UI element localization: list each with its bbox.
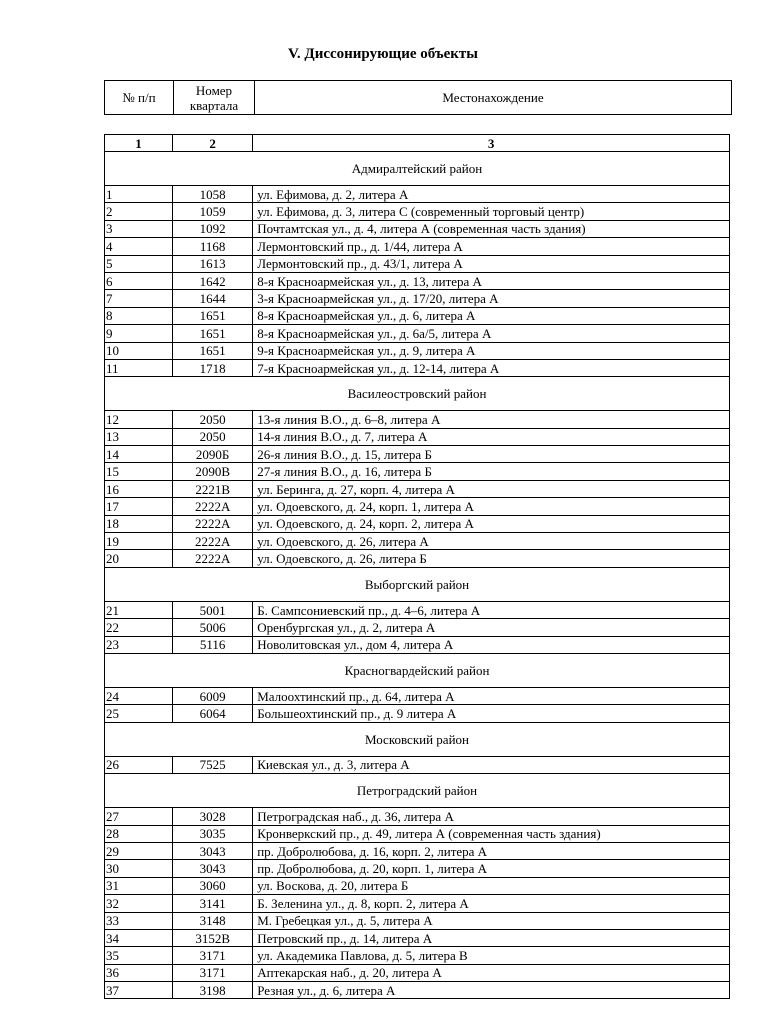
- row-number: 15: [105, 463, 173, 480]
- location: 8-я Красноармейская ул., д. 6, литера А: [253, 307, 730, 324]
- location: 14-я линия В.О., д. 7, литера А: [253, 428, 730, 445]
- location: 8-я Красноармейская ул., д. 13, литера А: [253, 272, 730, 289]
- table-row: [105, 307, 730, 324]
- header-col-number: № п/п: [105, 81, 174, 115]
- quarter-number: 7525: [173, 756, 253, 773]
- row-number: 2: [105, 203, 173, 220]
- quarter-number: 2222А: [173, 498, 253, 515]
- row-number: 3: [105, 220, 173, 237]
- location: М. Гребецкая ул., д. 5, литера А: [253, 912, 730, 929]
- quarter-number: 3148: [173, 912, 253, 929]
- quarter-number: 3198: [173, 982, 253, 999]
- location: ул. Воскова, д. 20, литера Б: [253, 877, 730, 894]
- table-row: [105, 929, 730, 946]
- table-row: [105, 411, 730, 428]
- location: Лермонтовский пр., д. 1/44, литера А: [253, 238, 730, 255]
- objects-table: [104, 134, 730, 999]
- quarter-number: 2222А: [173, 550, 253, 567]
- location: Новолитовская ул., дом 4, литера А: [253, 636, 730, 653]
- location: Почтамтская ул., д. 4, литера А (современная часть здания): [253, 220, 730, 237]
- row-number: 13: [105, 428, 173, 445]
- row-number: 24: [105, 687, 173, 704]
- row-number: 7: [105, 290, 173, 307]
- row-number: 27: [105, 808, 173, 825]
- location: ул. Академика Павлова, д. 5, литера В: [253, 947, 730, 964]
- table-row: [105, 687, 730, 704]
- location: Аптекарская наб., д. 20, литера А: [253, 964, 730, 981]
- row-number: 36: [105, 964, 173, 981]
- table-row: [105, 533, 730, 550]
- table-row: [105, 619, 730, 636]
- quarter-number: 3152В: [173, 929, 253, 946]
- table-row: [105, 446, 730, 463]
- table-row: [105, 825, 730, 842]
- row-number: 37: [105, 982, 173, 999]
- location: Оренбургская ул., д. 2, литера А: [253, 619, 730, 636]
- quarter-number: 5116: [173, 636, 253, 653]
- row-number: 9: [105, 325, 173, 342]
- table-row: [105, 705, 730, 722]
- row-number: 19: [105, 533, 173, 550]
- table-row: [105, 912, 730, 929]
- location: Малоохтинский пр., д. 64, литера А: [253, 687, 730, 704]
- location: Киевская ул., д. 3, литера А: [253, 756, 730, 773]
- table-row: [105, 636, 730, 653]
- quarter-number: 2090В: [173, 463, 253, 480]
- location: Петроградская наб., д. 36, литера А: [253, 808, 730, 825]
- table-row: [105, 895, 730, 912]
- header-row: [105, 81, 732, 115]
- district-name: Адмиралтейский район: [105, 152, 730, 186]
- quarter-number: 1613: [173, 255, 253, 272]
- table-row: [105, 877, 730, 894]
- row-number: 16: [105, 480, 173, 497]
- table-row: [105, 947, 730, 964]
- table-row: [105, 982, 730, 999]
- quarter-number: 2050: [173, 411, 253, 428]
- quarter-number: 3035: [173, 825, 253, 842]
- table-row: [105, 550, 730, 567]
- location: 7-я Красноармейская ул., д. 12-14, литера А: [253, 359, 730, 376]
- row-number: 35: [105, 947, 173, 964]
- quarter-number: 1718: [173, 359, 253, 376]
- district-name: Василеостровский район: [105, 377, 730, 411]
- quarter-number: 3028: [173, 808, 253, 825]
- row-number: 10: [105, 342, 173, 359]
- row-number: 22: [105, 619, 173, 636]
- location: ул. Одоевского, д. 26, литера А: [253, 533, 730, 550]
- table-row: [105, 463, 730, 480]
- table-row: [105, 964, 730, 981]
- location: ул. Беринга, д. 27, корп. 4, литера А: [253, 480, 730, 497]
- row-number: 23: [105, 636, 173, 653]
- table-row: [105, 860, 730, 877]
- table-row: [105, 290, 730, 307]
- location: ул. Ефимова, д. 3, литера С (современный торговый центр): [253, 203, 730, 220]
- quarter-number: 1059: [173, 203, 253, 220]
- column-number-2: 2: [173, 135, 253, 152]
- quarter-number: 2090Б: [173, 446, 253, 463]
- row-number: 12: [105, 411, 173, 428]
- table-row: [105, 220, 730, 237]
- quarter-number: 1168: [173, 238, 253, 255]
- location: ул. Одоевского, д. 24, корп. 2, литера А: [253, 515, 730, 532]
- location: 26-я линия В.О., д. 15, литера Б: [253, 446, 730, 463]
- row-number: 28: [105, 825, 173, 842]
- quarter-number: 1642: [173, 272, 253, 289]
- row-number: 21: [105, 601, 173, 618]
- district-row: [105, 653, 730, 687]
- row-number: 26: [105, 756, 173, 773]
- location: Лермонтовский пр., д. 43/1, литера А: [253, 255, 730, 272]
- location: 9-я Красноармейская ул., д. 9, литера А: [253, 342, 730, 359]
- table-row: [105, 756, 730, 773]
- district-name: Красногвардейский район: [105, 653, 730, 687]
- row-number: 32: [105, 895, 173, 912]
- quarter-number: 5001: [173, 601, 253, 618]
- location: 13-я линия В.О., д. 6–8, литера А: [253, 411, 730, 428]
- table-row: [105, 498, 730, 515]
- row-number: 20: [105, 550, 173, 567]
- header-table: [104, 80, 732, 115]
- location: 3-я Красноармейская ул., д. 17/20, литера А: [253, 290, 730, 307]
- table-row: [105, 428, 730, 445]
- location: Петровский пр., д. 14, литера А: [253, 929, 730, 946]
- quarter-number: 5006: [173, 619, 253, 636]
- location: Б. Зеленина ул., д. 8, корп. 2, литера А: [253, 895, 730, 912]
- row-number: 17: [105, 498, 173, 515]
- table-row: [105, 359, 730, 376]
- quarter-number: 2221В: [173, 480, 253, 497]
- row-number: 34: [105, 929, 173, 946]
- objects-table-body: [105, 135, 730, 999]
- table-row: [105, 601, 730, 618]
- quarter-number: 6064: [173, 705, 253, 722]
- location: ул. Одоевского, д. 26, литера Б: [253, 550, 730, 567]
- district-row: [105, 152, 730, 186]
- quarter-number: 1651: [173, 342, 253, 359]
- row-number: 29: [105, 842, 173, 859]
- location: Большеохтинский пр., д. 9 литера А: [253, 705, 730, 722]
- row-number: 4: [105, 238, 173, 255]
- column-number-1: 1: [105, 135, 173, 152]
- quarter-number: 6009: [173, 687, 253, 704]
- quarter-number: 1644: [173, 290, 253, 307]
- header-col-quarter: Номер квартала: [174, 81, 255, 115]
- table-row: [105, 515, 730, 532]
- row-number: 18: [105, 515, 173, 532]
- location: 27-я линия В.О., д. 16, литера Б: [253, 463, 730, 480]
- location: 8-я Красноармейская ул., д. 6а/5, литера А: [253, 325, 730, 342]
- row-number: 31: [105, 877, 173, 894]
- table-row: [105, 480, 730, 497]
- quarter-number: 3171: [173, 947, 253, 964]
- quarter-number: 1651: [173, 307, 253, 324]
- district-row: [105, 722, 730, 756]
- table-row: [105, 203, 730, 220]
- quarter-number: 3141: [173, 895, 253, 912]
- location: Кронверкский пр., д. 49, литера А (современная часть здания): [253, 825, 730, 842]
- location: Б. Сампсониевский пр., д. 4–6, литера А: [253, 601, 730, 618]
- table-row: [105, 238, 730, 255]
- row-number: 33: [105, 912, 173, 929]
- location: ул. Одоевского, д. 24, корп. 1, литера А: [253, 498, 730, 515]
- location: пр. Добролюбова, д. 16, корп. 2, литера А: [253, 842, 730, 859]
- quarter-number: 3060: [173, 877, 253, 894]
- row-number: 14: [105, 446, 173, 463]
- location: ул. Ефимова, д. 2, литера А: [253, 186, 730, 203]
- table-row: [105, 342, 730, 359]
- district-row: [105, 567, 730, 601]
- quarter-number: 1092: [173, 220, 253, 237]
- document-title: V. Диссонирующие объекты: [287, 46, 479, 62]
- row-number: 6: [105, 272, 173, 289]
- quarter-number: 2222А: [173, 515, 253, 532]
- quarter-number: 3043: [173, 860, 253, 877]
- quarter-number: 1058: [173, 186, 253, 203]
- quarter-number: 2050: [173, 428, 253, 445]
- table-row: [105, 808, 730, 825]
- table-row: [105, 325, 730, 342]
- table-row: [105, 842, 730, 859]
- row-number: 1: [105, 186, 173, 203]
- location: пр. Добролюбова, д. 20, корп. 1, литера А: [253, 860, 730, 877]
- table-row: [105, 186, 730, 203]
- table-row: [105, 272, 730, 289]
- column-number-3: 3: [253, 135, 730, 152]
- district-name: Московский район: [105, 722, 730, 756]
- district-row: [105, 377, 730, 411]
- quarter-number: 1651: [173, 325, 253, 342]
- location: Резная ул., д. 6, литера А: [253, 982, 730, 999]
- row-number: 8: [105, 307, 173, 324]
- column-numbers-row: [105, 135, 730, 152]
- district-name: Петроградский район: [105, 774, 730, 808]
- table-row: [105, 255, 730, 272]
- quarter-number: 2222А: [173, 533, 253, 550]
- quarter-number: 3171: [173, 964, 253, 981]
- district-name: Выборгский район: [105, 567, 730, 601]
- row-number: 25: [105, 705, 173, 722]
- quarter-number: 3043: [173, 842, 253, 859]
- row-number: 11: [105, 359, 173, 376]
- district-row: [105, 774, 730, 808]
- header-col-location: Местонахождение: [255, 81, 732, 115]
- row-number: 5: [105, 255, 173, 272]
- row-number: 30: [105, 860, 173, 877]
